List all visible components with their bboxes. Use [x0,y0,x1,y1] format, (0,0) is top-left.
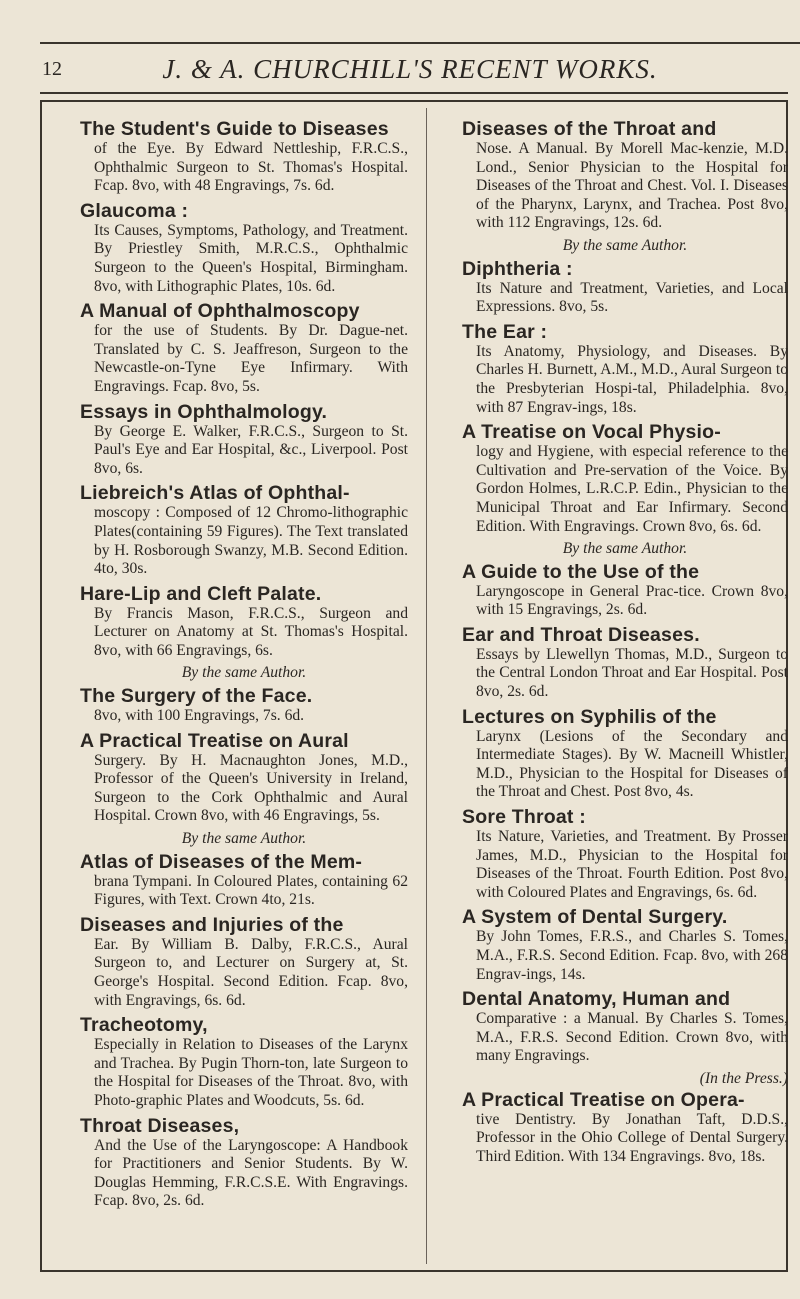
entry-description: Essays by Llewellyn Thomas, M.D., Surgeon to the Central London Throat and Ear Hospital. Post 8vo, 2s. 6d. [476,645,788,701]
entry-title: Throat Diseases, [80,1114,240,1137]
right-column [462,118,788,1170]
entry-title: Diseases and Injuries of the [80,913,344,936]
entry-title: Diseases of the Throat and [462,118,717,140]
entry-title: Essays in Ophthalmology. [80,400,328,423]
entry-title: Diphtheria : [462,257,573,280]
catalogue-entry [80,401,408,479]
catalogue-entry [462,906,788,984]
entry-title: Atlas of Diseases of the Mem- [80,850,363,873]
top-rule [40,42,800,44]
catalogue-entry [80,851,408,910]
same-author-note: By the same Author. [562,236,688,254]
entry-description: tive Dentistry. By Jonathan Taft, D.D.S., Professor in the Ohio College of Dental Surgery. Third Edition. With 134 Engravings. 8vo, 18s. [476,1110,788,1165]
entry-description: Its Nature and Treatment, Varieties, and Local Expressions. 8vo, 5s. [476,279,788,316]
catalogue-frame [40,100,788,1272]
entry-title: The Student's Guide to Diseases [80,118,389,140]
entry-title: Sore Throat : [462,806,586,829]
catalogue-entry [80,730,408,826]
entry-title: Liebreich's Atlas of Ophthal- [80,482,350,505]
same-author-note: By the same Author. [181,664,307,682]
header-rule [40,92,788,94]
entry-description: Especially in Relation to Diseases of the Larynx and Trachea. By Pugin Thorn-ton, late Surgeon to the Hospital for Diseases of the Throat. 8vo, with Photo-graphic Plates and Woodcuts, 5s. 6d. [94,1036,408,1109]
catalogue-entry [462,624,788,702]
entry-description: Its Anatomy, Physiology, and Diseases. By Charles H. Burnett, A.M., M.D., Aural Surgeon to the Presbyterian Hospi-tal, Philadelphia. 8vo, with 87 Engrav-ings, 18s. [476,342,789,416]
entry-description: of the Eye. By Edward Nettleship, F.R.C.S., Ophthalmic Surgeon to St. Thomas's Hospital. Fcap. 8vo, with 48 Engravings, 7s. 6d. [94,140,408,195]
page-header [40,52,780,86]
catalogue-entry [80,914,408,1010]
entry-description: Its Causes, Symptoms, Pathology, and Treatment. By Priestley Smith, M.R.C.S., Ophthalmic Surgeon to the Queen's Hospital, Birmingham. 8vo, with Lithographic Plates, 10s. 6d. [94,221,408,295]
catalogue-entry [462,321,788,417]
entry-description: brana Tympani. In Coloured Plates, containing 62 Figures, with Text. Crown 4to, 21s. [94,872,408,909]
entry-description: By George E. Walker, F.R.C.S., Surgeon to St. Paul's Eye and Ear Hospital, &c., Liverpool. Post 8vo, 6s. [94,422,408,477]
press-note: (In the Press.) [699,1069,788,1087]
entry-description: Nose. A Manual. By Morell Mac-kenzie, M.D. Lond., Senior Physician to the Hospital for Diseases of the Throat and Chest. Vol. I. Diseases of the Pharynx, Larynx, and Trachea. Post 8vo, with 112 Engravings, 12s. 6d. [476,140,788,232]
entry-title: A Practical Treatise on Opera- [462,1088,745,1111]
entry-title: A System of Dental Surgery. [462,906,728,929]
entry-title: Glaucoma : [80,199,189,222]
catalogue-entry [462,258,788,317]
entry-description: Larynx (Lesions of the Secondary and Intermediate Stages). By W. Macneill Whistler, M.D., Physician to the Hospital for Diseases of the Throat and Chest. Post 8vo, 4s. [476,727,788,801]
entry-title: Lectures on Syphilis of the [462,705,717,728]
entry-title: Tracheotomy, [80,1014,208,1037]
catalogue-entry [462,1089,788,1167]
entry-title: A Manual of Ophthalmoscopy [80,300,360,323]
entry-title: The Surgery of the Face. [80,685,313,708]
entry-description: Ear. By William B. Dalby, F.R.C.S., Aural Surgeon to, and Lecturer on Surgery at, St. George's Hospital. Second Edition. Fcap. 8vo, with Engravings, 6s. 6d. [94,935,408,1009]
catalogue-entry [462,421,788,536]
entry-description: logy and Hygiene, with especial reference to the Cultivation and Pre-servation of the Voice. By Gordon Holmes, L.R.C.P. Edin., Physician to the Municipal Throat and Ear Infirmary. Second Edition. With Engravings. Crown 8vo, 6s. 6d. [476,443,788,535]
catalogue-entry [80,1014,408,1110]
catalogue-entry [80,1115,408,1211]
entry-title: Hare-Lip and Cleft Palate. [80,582,322,605]
catalogue-entry [80,300,408,396]
catalogue-entry [80,685,408,726]
entry-description: By Francis Mason, F.R.C.S., Surgeon and Lecturer on Anatomy at St. Thomas's Hospital. 8vo, with 66 Engravings, 6s. [94,604,408,659]
catalogue-entry [462,706,788,802]
catalogue-entry [462,118,788,233]
catalogue-entry [80,118,408,196]
catalogue-entry [80,583,408,661]
entry-title: A Treatise on Vocal Physio- [462,421,721,444]
page-number: 12 [42,58,62,80]
entry-description: Its Nature, Varieties, and Treatment. By Prosser James, M.D., Physician to the Hospital for Diseases of the Throat. Fourth Edition. Post 8vo, with Coloured Plates and Engravings, 6s. 6d. [476,828,788,901]
entry-description: By John Tomes, F.R.S., and Charles S. Tomes, M.A., F.R.S. Second Edition. Fcap. 8vo, with 268 Engrav-ings, 14s. [476,928,788,983]
entry-description: Laryngoscope in General Prac-tice. Crown 8vo, with 15 Engravings, 2s. 6d. [476,582,788,619]
entry-title: Dental Anatomy, Human and [462,988,731,1011]
entry-title: The Ear : [462,320,548,343]
catalogue-entry [80,482,408,578]
entry-description: 8vo, with 100 Engravings, 7s. 6d. [94,707,305,725]
same-author-note: By the same Author. [181,830,307,848]
entry-description: moscopy : Composed of 12 Chromo-lithographic Plates(containing 59 Figures). The Text translated by H. Rosborough Swanzy, M.B. Second Edition. 4to, 30s. [94,504,408,578]
entry-title: A Guide to the Use of the [462,560,700,583]
same-author-note: By the same Author. [562,540,688,558]
left-column [80,118,408,1215]
entry-description: Surgery. By H. Macnaughton Jones, M.D., Professor of the Queen's University in Ireland, Surgeon to the Cork Ophthalmic and Aural Hospital. Crown 8vo, with 46 Engravings, 5s. [94,751,408,825]
entry-title: A Practical Treatise on Aural [80,729,349,752]
catalogue-entry [462,988,788,1066]
entry-description: Comparative : a Manual. By Charles S. Tomes, M.A., F.R.S. Second Edition. Crown 8vo, with many Engravings. [476,1010,788,1065]
entry-description: And the Use of the Laryngoscope: A Handbook for Practitioners and Senior Students. By W. Douglas Hemming, F.R.C.S.E. With Engravings. Fcap. 8vo, 2s. 6d. [94,1136,408,1210]
column-divider [426,108,427,1264]
running-title: J. & A. CHURCHILL'S RECENT WORKS. [162,54,658,84]
catalogue-entry [462,561,788,620]
entry-description: for the use of Students. By Dr. Dague-net. Translated by C. S. Jeaffreson, Surgeon to the Newcastle-on-Tyne Eye Infirmary. With Engravings. Fcap. 8vo, 5s. [94,322,408,395]
catalogue-entry [80,200,408,296]
catalogue-entry [462,806,788,902]
entry-title: Ear and Throat Diseases. [462,623,700,646]
